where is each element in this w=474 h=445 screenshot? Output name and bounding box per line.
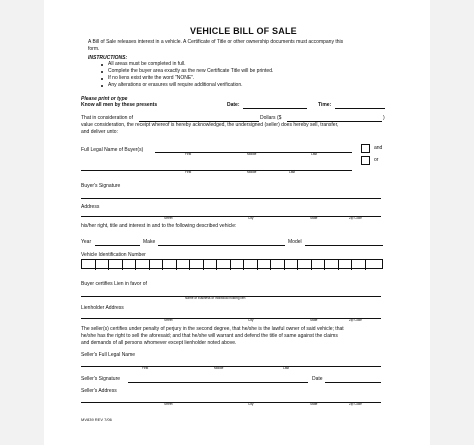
zip-caption: Zip Code: [349, 402, 362, 406]
or-label: or: [374, 157, 379, 163]
vin-cell[interactable]: [150, 260, 164, 270]
vehicle-description-label: his/her right, title and interest in and to the following described vehicle:: [81, 223, 237, 229]
state-caption: State: [310, 216, 318, 220]
vin-cell[interactable]: [82, 260, 96, 270]
vin-cell[interactable]: [258, 260, 272, 270]
vin-cell[interactable]: [231, 260, 245, 270]
last-name-caption: Last: [283, 366, 290, 370]
lienholder-address-label: Lienholder Address: [81, 305, 124, 311]
and-label: and: [374, 145, 383, 151]
vin-label: Vehicle Identification Number: [81, 252, 146, 258]
city-caption: City: [248, 318, 254, 322]
seller-signature-field[interactable]: [128, 382, 308, 383]
buyer-signature-field[interactable]: [81, 198, 381, 199]
vin-cell[interactable]: [298, 260, 312, 270]
make-field[interactable]: [158, 245, 285, 246]
vin-cell[interactable]: [96, 260, 110, 270]
dollars-label: Dollars ($: [260, 115, 282, 121]
middle-name-caption: Middle: [214, 366, 224, 370]
vin-cell[interactable]: [312, 260, 326, 270]
middle-name-caption: Middle: [247, 170, 257, 174]
intro-line-1: A Bill of Sale releases interest in a vehicle. A Certificate of Title or other ownership documents must accompany this: [88, 39, 344, 45]
year-label: Year: [81, 239, 92, 245]
vin-cell[interactable]: [244, 260, 258, 270]
state-caption: State: [310, 318, 318, 322]
middle-name-caption: Middle: [247, 152, 257, 156]
vin-cell[interactable]: [190, 260, 204, 270]
vin-cell[interactable]: [204, 260, 218, 270]
consideration-label: That in consideration of: [81, 115, 133, 121]
date-label: Date:: [227, 102, 240, 108]
make-label: Make: [143, 239, 156, 245]
bullet-icon: [101, 78, 103, 80]
date-field[interactable]: [243, 108, 307, 109]
first-name-caption: First: [142, 366, 149, 370]
city-caption: City: [248, 402, 254, 406]
buyer-name-field-2[interactable]: [81, 170, 352, 171]
seller-date-field[interactable]: [325, 382, 381, 383]
vin-cell[interactable]: [339, 260, 353, 270]
bullet-icon: [101, 64, 103, 66]
instructions-heading: INSTRUCTIONS:: [88, 55, 128, 61]
seller-signature-label: Seller's Signature: [81, 376, 121, 382]
lien-label: Buyer certifies Lien in favor of: [81, 281, 147, 287]
seller-address-label: Seller's Address: [81, 388, 117, 394]
or-checkbox[interactable]: [361, 156, 370, 165]
certification-line-3: and demands of all persons whomever except lienholder noted above.: [81, 340, 237, 346]
please-print-label: Please print or type: [81, 96, 128, 102]
lien-holder-caption: Name of business or individual holding lien: [185, 296, 246, 300]
vin-cell[interactable]: [177, 260, 191, 270]
seller-name-label: Seller's Full Legal Name: [81, 352, 136, 358]
instruction-item: Any alterations or erasures will require additional verification.: [108, 82, 243, 88]
vin-cell[interactable]: [109, 260, 123, 270]
certification-line-1: The seller(s) certifies under penalty of perjury in the second degree, that he/she is the lawful owner of said vehicle; that: [81, 326, 344, 332]
vin-cell[interactable]: [136, 260, 150, 270]
time-label: Time:: [318, 102, 332, 108]
model-label: Model: [288, 239, 302, 245]
consideration-line-2: value consideration, the receipt whereof is hereby acknowledged, the undersigned (seller) does hereby sell, transfer,: [81, 122, 339, 128]
last-name-caption: Last: [311, 152, 318, 156]
seller-address-field[interactable]: [81, 402, 381, 403]
street-caption: Street: [164, 318, 173, 322]
first-name-caption: First: [185, 170, 192, 174]
instruction-item: Complete the buyer area exactly as the new Certificate Title will be printed.: [108, 68, 274, 74]
vin-cell[interactable]: [352, 260, 366, 270]
vin-cell[interactable]: [325, 260, 339, 270]
and-checkbox[interactable]: [361, 144, 370, 153]
consideration-line-3: and deliver unto:: [81, 129, 118, 135]
state-caption: State: [310, 402, 318, 406]
vin-cell[interactable]: [123, 260, 137, 270]
vin-cell[interactable]: [217, 260, 231, 270]
instruction-item: If no liens exist write the word "NONE".: [108, 75, 195, 81]
vin-cell[interactable]: [163, 260, 177, 270]
bullet-icon: [101, 85, 103, 87]
vin-input-grid[interactable]: [81, 259, 383, 269]
city-caption: City: [248, 216, 254, 220]
buyer-address-field[interactable]: [81, 216, 381, 217]
vin-cell[interactable]: [285, 260, 299, 270]
dollars-close-paren: ): [383, 115, 385, 121]
form-id: MV839 REV 7/06: [81, 417, 112, 422]
model-field[interactable]: [305, 245, 383, 246]
certification-line-2: he/she has the right to sell the aforesaid; and that he/she will warrant and defend the title of same against the claims: [81, 333, 338, 339]
zip-caption: Zip Code: [349, 318, 362, 322]
buyer-address-label: Address: [81, 204, 100, 210]
buyer-signature-label: Buyer's Signature: [81, 183, 121, 189]
zip-caption: Zip Code: [349, 216, 362, 220]
first-name-caption: First: [185, 152, 192, 156]
street-caption: Street: [164, 216, 173, 220]
buyer-name-label: Full Legal Name of Buyer(s): [81, 147, 144, 153]
instruction-item: All areas must be completed in full.: [108, 61, 186, 67]
intro-line-2: form.: [88, 46, 100, 52]
last-name-caption: Last: [289, 170, 296, 174]
form-title: VEHICLE BILL OF SALE: [190, 26, 297, 36]
seller-date-label: Date: [312, 376, 323, 382]
vin-cell[interactable]: [271, 260, 285, 270]
lienholder-address-field[interactable]: [81, 318, 381, 319]
bullet-icon: [101, 71, 103, 73]
seller-name-field[interactable]: [81, 366, 381, 367]
time-field[interactable]: [335, 108, 385, 109]
street-caption: Street: [164, 402, 173, 406]
year-field[interactable]: [95, 245, 140, 246]
know-all-label: Know all men by these presents: [81, 102, 158, 108]
